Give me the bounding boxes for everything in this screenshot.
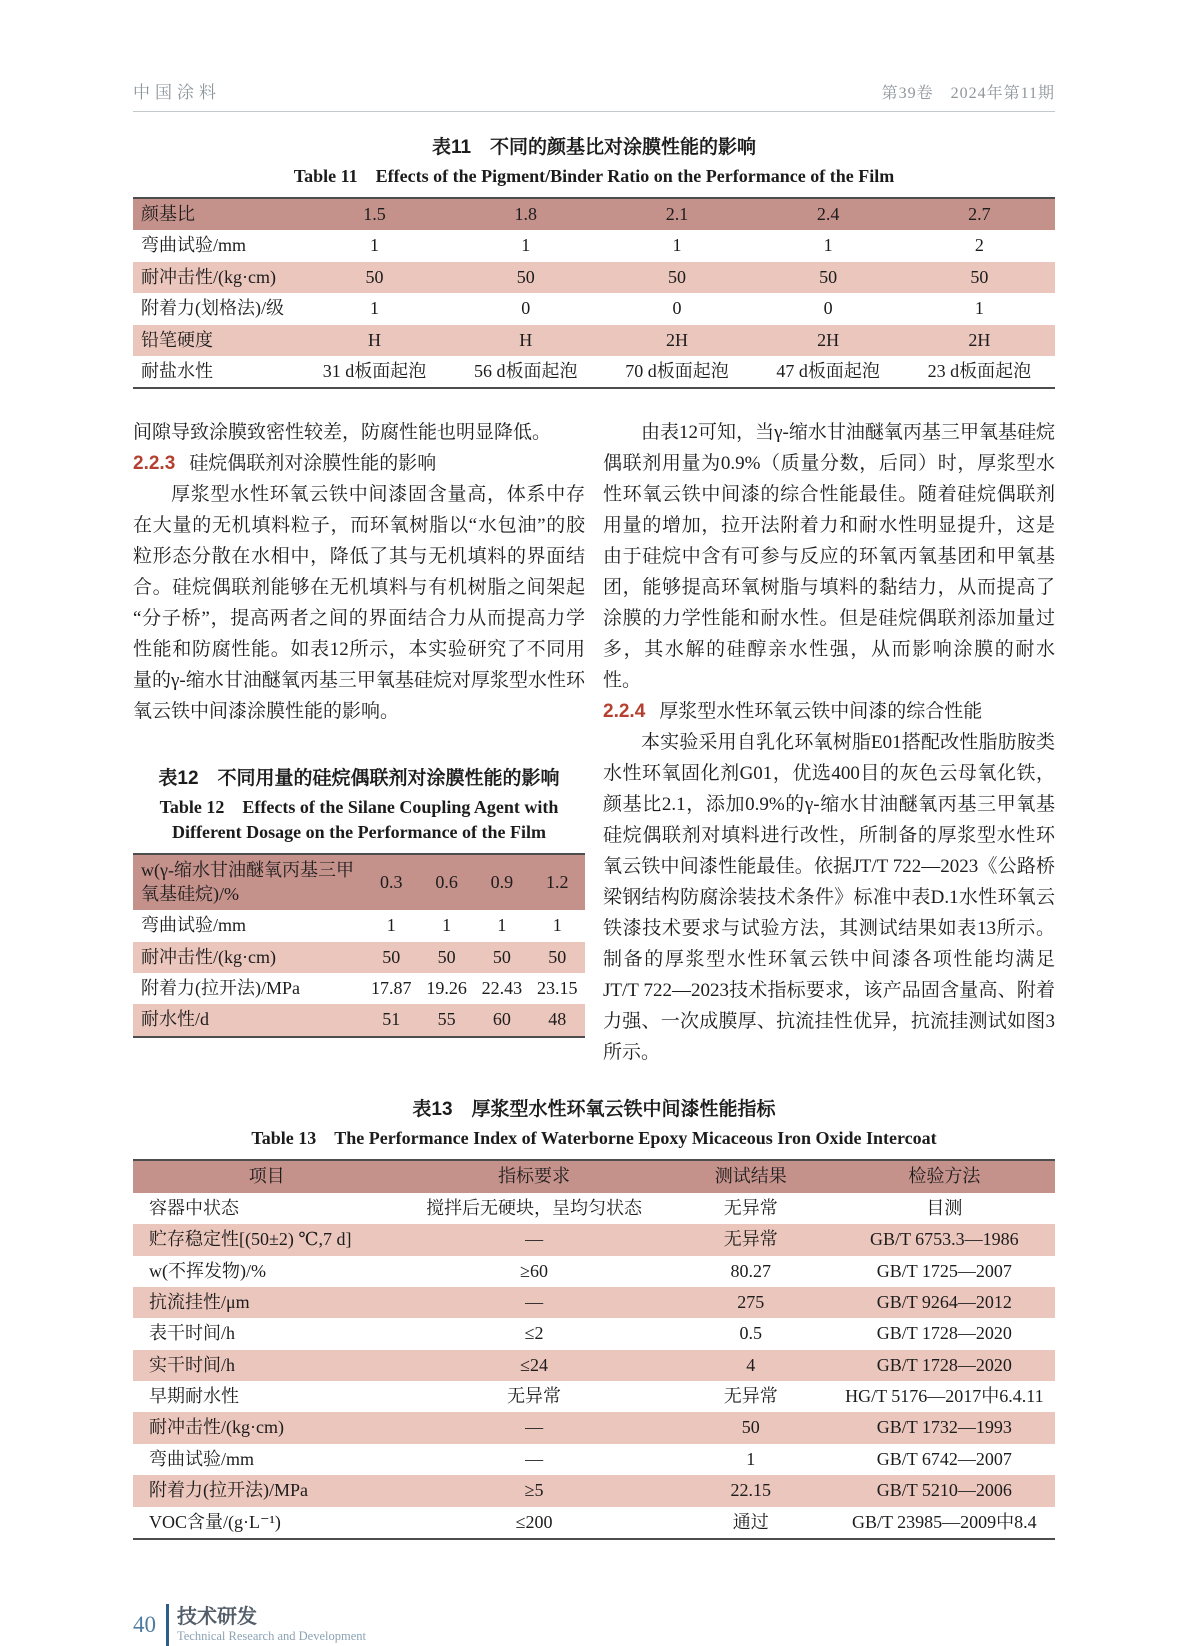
table-cell: 目测	[926, 1197, 963, 1218]
table-cell: H	[519, 329, 533, 350]
table-cell: 弯曲试验/mm	[141, 915, 247, 936]
table-cell: 指标要求	[498, 1166, 571, 1187]
table-cell: ≤2	[524, 1323, 544, 1344]
table-cell: 1	[442, 915, 452, 936]
table-cell: 0	[672, 298, 682, 319]
table-row	[133, 198, 1055, 230]
table-cell: 2.7	[968, 204, 991, 224]
table-row	[133, 262, 1055, 293]
table-row	[133, 1381, 1055, 1412]
table-cell: 表干时间/h	[149, 1323, 236, 1344]
table-cell: 弯曲试验/mm	[149, 1448, 255, 1469]
table-cell: GB/T 1725—2007	[876, 1260, 1012, 1281]
table-cell: 附着力(拉开法)/MPa	[141, 977, 300, 998]
table-cell: w(γ-缩水甘油醚氧丙基三甲氧基硅烷)/%	[141, 860, 354, 904]
table-cell: 56 d板面起泡	[474, 360, 578, 381]
table-cell: 1	[823, 235, 833, 256]
table13-title-en: Table 13 The Performance Index of Waterborne Epoxy Micaceous Iron Oxide Intercoat	[251, 1128, 937, 1149]
table-cell: 0.3	[379, 872, 403, 893]
table-cell: 耐冲击性/(kg·cm)	[149, 1417, 284, 1438]
table-cell: 检验方法	[908, 1166, 981, 1187]
page-footer	[133, 1604, 1055, 1646]
table-cell: 测试结果	[714, 1166, 787, 1187]
table-cell: 耐水性/d	[141, 1009, 210, 1030]
table-cell: 19.26	[426, 977, 467, 998]
table-cell: 23 d板面起泡	[927, 360, 1032, 381]
table-cell: 50	[492, 946, 511, 967]
table-row	[133, 293, 1055, 324]
table-cell: 耐盐水性	[141, 360, 213, 381]
left-column	[133, 417, 585, 1068]
table11-title-zh: 表11 不同的颜基比对涂膜性能的影响	[431, 137, 757, 158]
table11-title-en: Table 11 Effects of the Pigment/Binder Ratio on the Performance of the Film	[293, 166, 895, 186]
body-columns	[133, 417, 1055, 1068]
right-column	[603, 417, 1055, 1068]
table-cell: 1.8	[514, 204, 537, 224]
table-row	[133, 1318, 1055, 1349]
table-11	[133, 197, 1055, 389]
table-cell: GB/T 23985—2009中8.4	[852, 1511, 1037, 1532]
table-cell: 275	[737, 1291, 765, 1312]
table-cell: GB/T 6742—2007	[876, 1448, 1012, 1469]
table-cell: 22.15	[730, 1480, 771, 1501]
table-cell: 50	[365, 266, 384, 287]
table-cell: 搅拌后无硬块，呈均匀状态	[426, 1197, 643, 1218]
table-cell: 48	[548, 1009, 567, 1030]
table-row	[133, 1256, 1055, 1287]
table-cell: 贮存稳定性[(50±2) ℃,7 d]	[149, 1229, 352, 1250]
table-cell: 项目	[248, 1166, 285, 1187]
table-cell: 17.87	[370, 977, 412, 998]
table-cell: GB/T 1728—2020	[876, 1354, 1012, 1375]
footer-section-zh: 技术研发	[177, 1606, 257, 1629]
table-cell: 1	[746, 1448, 756, 1469]
section-heading-223	[133, 448, 585, 479]
table-cell: 50	[548, 946, 567, 967]
paragraph: 间隙导致涂膜致密性较差，防腐性能也明显降低。	[133, 422, 552, 444]
table-cell: 1	[552, 915, 562, 936]
table-row	[133, 356, 1055, 388]
table-cell: 50	[516, 266, 535, 287]
table-cell: 容器中状态	[149, 1197, 239, 1218]
table-cell: VOC含量/(g·L⁻¹)	[149, 1511, 281, 1532]
table-row	[133, 1350, 1055, 1381]
table-cell: 早期耐水性	[149, 1386, 239, 1407]
table12-title-en2: Different Dosage on the Performance of the Film	[171, 822, 547, 843]
table-row	[133, 1287, 1055, 1318]
table12-title-zh: 表12 不同用量的硅烷偶联剂对涂膜性能的影响	[158, 768, 560, 790]
table-cell: 50	[970, 266, 989, 287]
table-row	[133, 1193, 1055, 1224]
table-12	[133, 853, 585, 1037]
table-cell: 50	[667, 266, 686, 287]
section-number: 2.2.4	[603, 701, 646, 723]
table-cell: 2H	[968, 329, 991, 350]
table-cell: 1	[672, 235, 682, 256]
footer-divider	[166, 1604, 169, 1646]
table-cell: —	[525, 1291, 544, 1312]
table-cell: 耐冲击性/(kg·cm)	[141, 266, 276, 287]
table-cell: 55	[437, 1009, 456, 1030]
paragraph: 本实验采用自乳化环氧树脂E01搭配改性脂肪胺类水性环氧固化剂G01，优选400目的灰色云母氧化铁，颜基比2.1，添加0.9%的γ-缩水甘油醚氧丙基三甲氧基硅烷偶联剂对填料进行改性，所制备的厚浆型水性环氧云铁中间漆性能最佳。依据JT/T 722—2023《公路桥梁钢结构防腐涂装技术条件》标准中表D.1水性环氧云铁漆技术要求与试验方法，其测试结果如表13所示。制备的厚浆型水性环氧云铁中间漆各项性能均满足JT/T 722—2023技术指标要求，该产品固含量高、附着力强、一次成膜厚、抗流挂性优异，抗流挂测试如图3所示。	[603, 732, 1055, 1064]
table-cell: 0.9	[490, 872, 514, 893]
section-heading-224	[603, 696, 1055, 727]
table-cell: 50	[819, 266, 838, 287]
table-row	[133, 1224, 1055, 1255]
table-row	[133, 325, 1055, 356]
table-row	[133, 854, 585, 910]
table-cell: —	[525, 1229, 544, 1250]
running-head	[133, 78, 1055, 112]
table-13	[133, 1159, 1055, 1540]
table-cell: 实干时间/h	[149, 1354, 236, 1375]
table-cell: 2.4	[816, 204, 840, 224]
section-number: 2.2.3	[133, 453, 176, 475]
table-row	[133, 1412, 1055, 1443]
table-cell: 2.1	[665, 204, 689, 224]
table-row	[133, 973, 585, 1004]
footer-section	[177, 1606, 366, 1644]
table-cell: 50	[382, 946, 401, 967]
table-cell: 0	[823, 298, 833, 319]
table-cell: 1	[974, 298, 984, 319]
paragraph: 由表12可知，当γ-缩水甘油醚氧丙基三甲氧基硅烷偶联剂用量为0.9%（质量分数，后同）时，厚浆型水性环氧云铁中间漆的综合性能最佳。随着硅烷偶联剂用量的增加，拉开法附着力和耐水性明显提升，这是由于硅烷中含有可参与反应的环氧丙氧基团和甲氧基团，能够提高环氧树脂与填料的黏结力，从而提高了涂膜的力学性能和耐水性。但是硅烷偶联剂添加量过多，其水解的硅醇亲水性强，从而影响涂膜的耐水性。	[603, 422, 1055, 692]
table-cell: 47 d板面起泡	[776, 360, 880, 381]
table-cell: 1	[521, 235, 531, 256]
table-cell: 无异常	[723, 1197, 778, 1218]
table-cell: GB/T 9264—2012	[876, 1291, 1012, 1312]
table-cell: 0.5	[739, 1323, 762, 1344]
table-cell: 无异常	[723, 1386, 778, 1407]
table-cell: 50	[437, 946, 456, 967]
table-cell: ≥5	[524, 1480, 544, 1501]
paragraph: 厚浆型水性环氧云铁中间漆固含量高，体系中存在大量的无机填料粒子，而环氧树脂以“水包油”的胶粒形态分散在水相中，降低了其与无机填料的界面结合。硅烷偶联剂能够在无机填料与有机树脂之间架起“分子桥”，提高两者之间的界面结合力从而提高力学性能和防腐性能。如表12所示，本实验研究了不同用量的γ-缩水甘油醚氧丙基三甲氧基硅烷对厚浆型水性环氧云铁中间漆涂膜性能的影响。	[133, 484, 585, 723]
table-cell: 23.15	[537, 977, 578, 998]
table-row	[133, 942, 585, 973]
table-cell: H	[368, 329, 382, 350]
table-cell: 无异常	[723, 1229, 778, 1250]
table-cell: ≤200	[515, 1511, 553, 1532]
table-cell: 0.6	[435, 872, 458, 893]
table-cell: 1.2	[546, 872, 569, 893]
table-cell: ≤24	[520, 1354, 548, 1375]
table-cell: 1	[497, 915, 507, 936]
table-cell: 50	[741, 1417, 760, 1438]
table-cell: GB/T 1732—1993	[876, 1417, 1012, 1438]
table-cell: 1.5	[363, 204, 386, 224]
table-cell: 51	[382, 1009, 401, 1030]
table12-title-en1: Table 12 Effects of the Silane Coupling Agent with	[159, 797, 559, 818]
table12-block	[133, 763, 585, 1037]
table-header-row	[133, 1160, 1055, 1192]
table-cell: 颜基比	[141, 204, 195, 224]
table-cell: 附着力(拉开法)/MPa	[149, 1480, 308, 1501]
section-title: 厚浆型水性环氧云铁中间漆的综合性能	[659, 701, 983, 723]
table-cell: 通过	[732, 1511, 769, 1532]
table-row	[133, 1004, 585, 1036]
table-cell: ≥60	[520, 1260, 548, 1281]
page	[133, 78, 1055, 1646]
table-row	[133, 1444, 1055, 1475]
table-cell: 31 d板面起泡	[322, 360, 427, 381]
table-cell: 弯曲试验/mm	[141, 235, 247, 256]
table-row	[133, 230, 1055, 261]
table-cell: GB/T 5210—2006	[876, 1480, 1012, 1501]
table-cell: 无异常	[507, 1386, 562, 1407]
table-cell: 22.43	[481, 977, 523, 998]
table13-title-zh: 表13 厚浆型水性环氧云铁中间漆性能指标	[412, 1099, 776, 1121]
journal-name: 中国涂料	[133, 83, 221, 102]
table-cell: 60	[492, 1009, 511, 1030]
table-cell: HG/T 5176—2017中6.4.11	[845, 1386, 1044, 1407]
table-row	[133, 1475, 1055, 1506]
table-cell: —	[525, 1448, 544, 1469]
table-cell: 附着力(划格法)/级	[141, 298, 284, 319]
table-cell: GB/T 6753.3—1986	[870, 1229, 1019, 1250]
table-cell: 4	[746, 1354, 756, 1375]
table-cell: 1	[386, 915, 396, 936]
table-cell: 70 d板面起泡	[625, 360, 729, 381]
page-number: 40	[133, 1612, 156, 1638]
table-cell: 1	[370, 235, 380, 256]
table-cell: 0	[521, 298, 531, 319]
section-title: 硅烷偶联剂对涂膜性能的影响	[189, 453, 437, 475]
table-cell: 2H	[665, 329, 688, 350]
issue-info: 第39卷 2024年第11期	[881, 85, 1055, 102]
table-cell: 1	[370, 298, 380, 319]
table-cell: w(不挥发物)/%	[149, 1260, 266, 1281]
table-cell: 抗流挂性/μm	[149, 1291, 250, 1312]
table-cell: 耐冲击性/(kg·cm)	[141, 946, 276, 967]
table-row	[133, 1507, 1055, 1539]
table13-block	[133, 1094, 1055, 1540]
table-cell: 80.27	[730, 1260, 771, 1281]
table-cell: GB/T 1728—2020	[876, 1323, 1012, 1344]
table-cell: 2	[974, 235, 984, 256]
footer-section-en: Technical Research and Development	[177, 1629, 366, 1644]
table-cell: 2H	[817, 329, 840, 350]
table-cell: 铅笔硬度	[141, 329, 213, 350]
table-row	[133, 910, 585, 941]
table-cell: —	[525, 1417, 544, 1438]
